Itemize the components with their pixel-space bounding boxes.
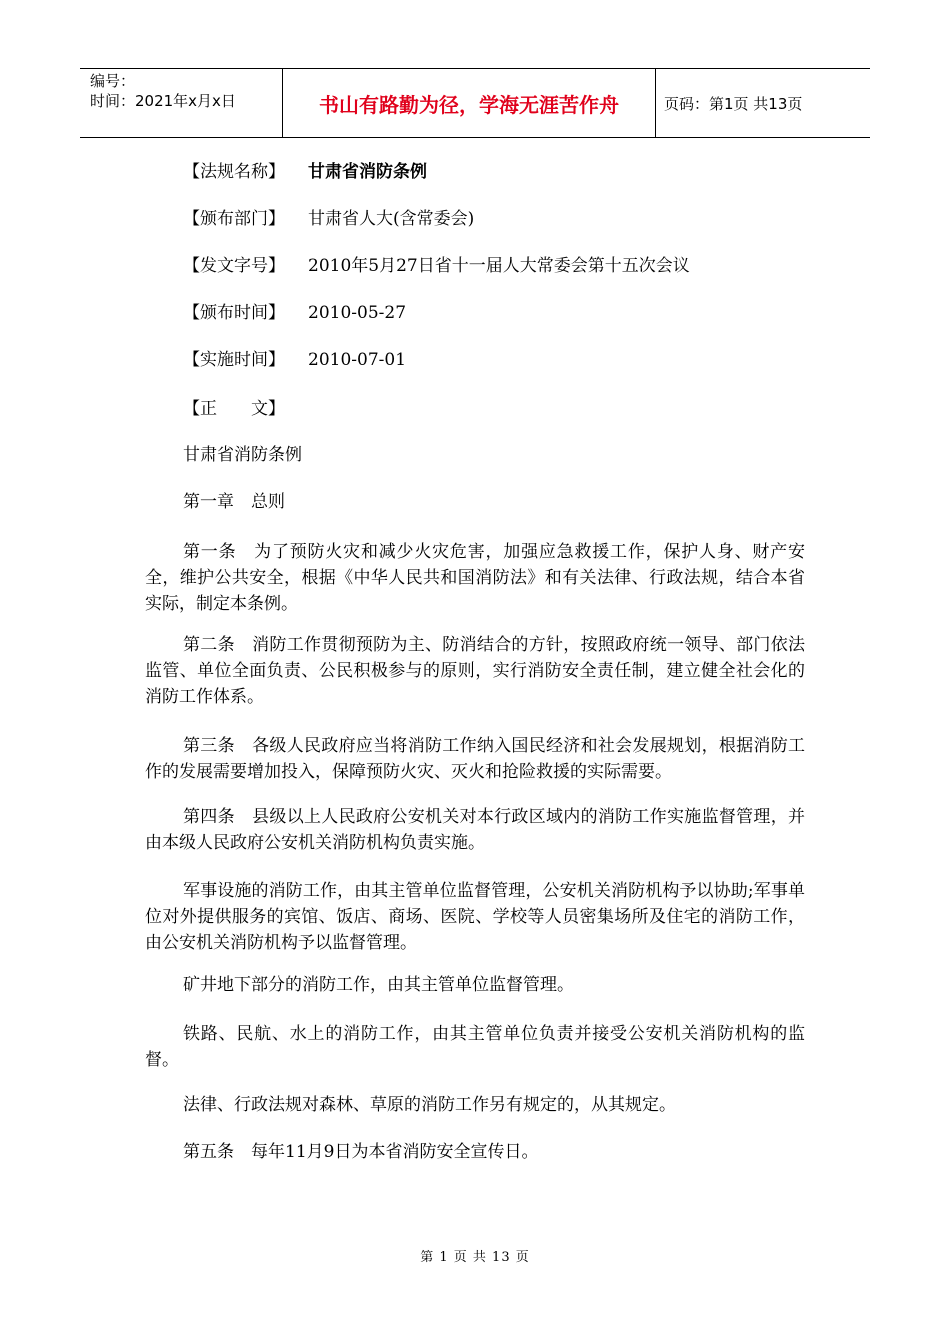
article-paragraph: 第四条 县级以上人民政府公安机关对本行政区域内的消防工作实施监督管理，并由本级人民政府公安机关消防机构负责实施。 xyxy=(145,807,805,853)
article-paragraph: 第二条 消防工作贯彻预防为主、防消结合的方针，按照政府统一领导、部门依法监管、单位全面负责、公民积极参与的原则，实行消防安全责任制，建立健全社会化的消防工作体系。 xyxy=(145,635,805,707)
motto-cell xyxy=(282,69,656,137)
meta-row-doc-number xyxy=(183,254,690,278)
meta-key: 【发文字号】 xyxy=(183,256,285,276)
meta-row-body xyxy=(183,397,308,421)
page-footer: 第 1 页 共 13 页 xyxy=(420,1250,530,1265)
date-label: 时间：2021年x月x日 xyxy=(90,92,236,110)
meta-row-department xyxy=(183,207,474,231)
page-number-label: 页码：第1页 共13页 xyxy=(664,94,803,113)
article-paragraph: 军事设施的消防工作，由其主管单位监督管理，公安机关消防机构予以协助;军事单位对外提供服务的宾馆、饭店、商场、医院、学校等人员密集场所及住宅的消防工作，由公安机关消防机构予以监督管理。 xyxy=(145,881,805,953)
meta-row-effective-date xyxy=(183,348,406,372)
article-paragraph: 第五条 每年11月9日为本省消防安全宣传日。 xyxy=(183,1142,539,1162)
page-number-cell xyxy=(656,69,870,137)
article-paragraph: 第三条 各级人民政府应当将消防工作纳入国民经济和社会发展规划，根据消防工作的发展需要增加投入，保障预防火灾、灭火和抢险救援的实际需要。 xyxy=(145,736,805,782)
article-paragraph: 法律、行政法规对森林、草原的消防工作另有规定的，从其规定。 xyxy=(183,1095,676,1115)
meta-key: 【法规名称】 xyxy=(183,162,285,182)
meta-row-name xyxy=(183,160,427,184)
meta-value: 甘肃省人大(含常委会) xyxy=(308,209,475,229)
meta-key: 【实施时间】 xyxy=(183,350,285,370)
chapter-heading: 第一章 总则 xyxy=(183,492,285,512)
header-info-cell xyxy=(80,69,282,137)
meta-value: 2010-07-01 xyxy=(308,350,407,370)
article-paragraph: 铁路、民航、水上的消防工作，由其主管单位负责并接受公安机关消防机构的监督。 xyxy=(145,1024,805,1070)
meta-key: 【颁布部门】 xyxy=(183,209,285,229)
meta-value: 2010-05-27 xyxy=(308,303,407,323)
number-label: 编号： xyxy=(90,72,136,90)
meta-key: 【正 文】 xyxy=(183,399,285,419)
page-header xyxy=(80,68,870,138)
document-title: 甘肃省消防条例 xyxy=(183,445,302,465)
meta-key: 【颁布时间】 xyxy=(183,303,285,323)
article-paragraph: 第一条 为了预防火灾和减少火灾危害，加强应急救援工作，保护人身、财产安全，维护公共安全，根据《中华人民共和国消防法》和有关法律、行政法规，结合本省实际，制定本条例。 xyxy=(145,542,805,614)
meta-value: 2010年5月27日省十一届人大常委会第十五次会议 xyxy=(308,256,690,276)
motto-text: 书山有路勤为径，学海无涯苦作舟 xyxy=(319,92,619,117)
regulation-title: 甘肃省消防条例 xyxy=(308,162,427,182)
meta-row-issue-date xyxy=(183,301,406,325)
article-paragraph: 矿井地下部分的消防工作，由其主管单位监督管理。 xyxy=(183,975,574,995)
